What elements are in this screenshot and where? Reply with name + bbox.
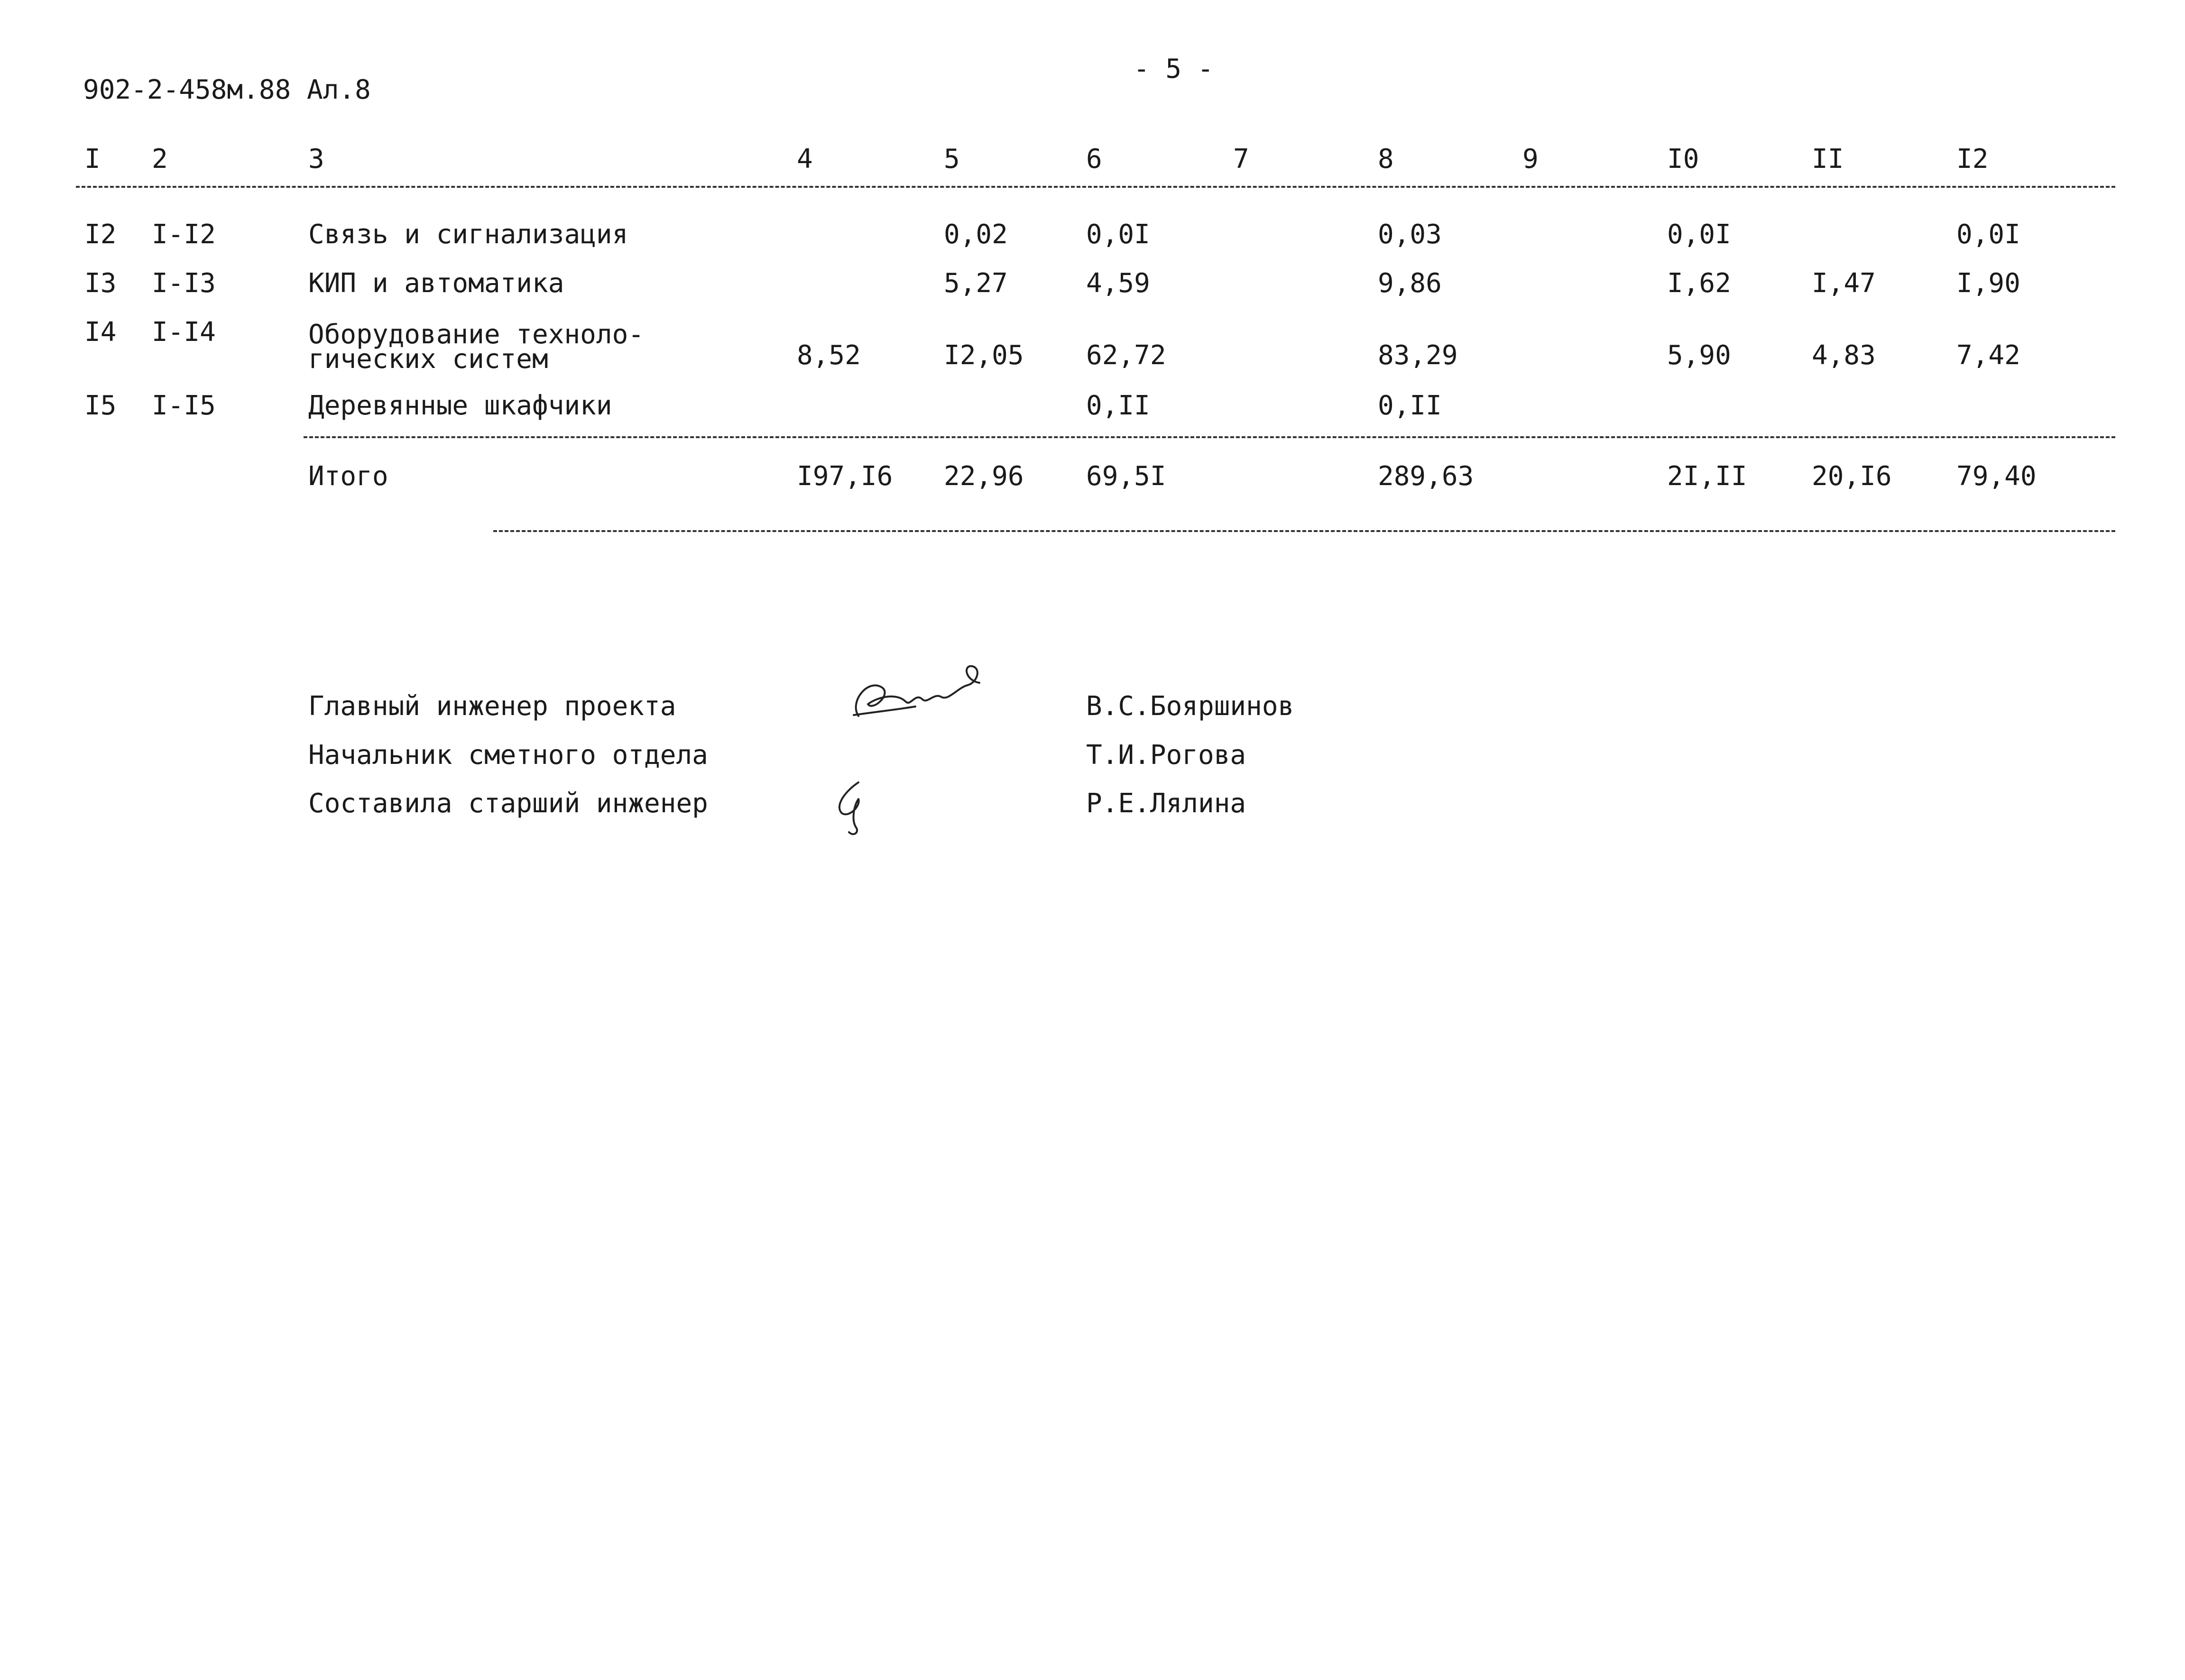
handwritten-initials <box>825 773 882 839</box>
row-description: Деревянные шкафчики <box>308 390 612 421</box>
signatory-title: Составила старший инженер <box>308 788 708 819</box>
cell-value: 83,29 <box>1378 340 1458 371</box>
cell-value: 0,03 <box>1378 219 1442 250</box>
signatory-name: В.С.Бояршинов <box>1086 691 1294 722</box>
column-header: 5 <box>944 144 960 174</box>
total-value: 79,40 <box>1956 461 2037 492</box>
row-code: I-I5 <box>152 390 216 421</box>
cell-value: 0,II <box>1086 390 1150 421</box>
cell-value: I,62 <box>1667 268 1731 299</box>
total-value: 20,I6 <box>1812 461 1892 492</box>
cell-value: 0,0I <box>1086 219 1150 250</box>
page-number: - 5 - <box>1134 54 1214 84</box>
table-bottom-rule <box>493 530 2115 532</box>
column-header: I0 <box>1667 144 1699 174</box>
cell-value: 4,59 <box>1086 268 1150 299</box>
row-code: I-I3 <box>152 268 216 299</box>
cell-value: 0,0I <box>1956 219 2020 250</box>
cell-value: 0,II <box>1378 390 1442 421</box>
signatory-title: Главный инженер проекта <box>308 691 676 722</box>
column-header: I <box>84 144 101 174</box>
column-header: II <box>1812 144 1844 174</box>
signatory-name: Т.И.Рогова <box>1086 740 1246 771</box>
row-description: КИП и автоматика <box>308 268 564 299</box>
cell-value: 7,42 <box>1956 340 2020 371</box>
row-code: I-I4 <box>152 317 216 348</box>
cell-value: 4,83 <box>1812 340 1876 371</box>
cell-value: 5,90 <box>1667 340 1731 371</box>
row-description: Связь и сигнализация <box>308 219 628 250</box>
column-header: 9 <box>1522 144 1539 174</box>
row-description: Оборудование техноло- гических систем <box>308 319 645 375</box>
column-header: 3 <box>308 144 324 174</box>
column-header: I2 <box>1956 144 1989 174</box>
cell-value: 0,0I <box>1667 219 1731 250</box>
cell-value: I,47 <box>1812 268 1876 299</box>
cell-value: 9,86 <box>1378 268 1442 299</box>
handwritten-signature <box>839 659 996 730</box>
total-divider <box>304 436 2115 438</box>
column-header: 7 <box>1233 144 1249 174</box>
row-code: I-I2 <box>152 219 216 250</box>
row-number: I2 <box>84 219 117 250</box>
signatory-name: Р.Е.Лялина <box>1086 788 1246 819</box>
document-code: 902-2-458м.88 Ал.8 <box>83 74 371 105</box>
signatory-title: Начальник сметного отдела <box>308 740 708 771</box>
cell-value: 8,52 <box>797 340 861 371</box>
column-header: 8 <box>1378 144 1394 174</box>
cell-value: 5,27 <box>944 268 1008 299</box>
cell-value: 0,02 <box>944 219 1008 250</box>
row-number: I3 <box>84 268 117 299</box>
column-header: 4 <box>797 144 813 174</box>
total-value: I97,I6 <box>797 461 893 492</box>
total-value: 2I,II <box>1667 461 1747 492</box>
cell-value: I,90 <box>1956 268 2020 299</box>
cell-value: 62,72 <box>1086 340 1166 371</box>
row-number: I4 <box>84 317 117 348</box>
column-header: 6 <box>1086 144 1102 174</box>
header-divider <box>76 186 2115 188</box>
row-number: I5 <box>84 390 117 421</box>
cell-value: I2,05 <box>944 340 1024 371</box>
total-value: 289,63 <box>1378 461 1474 492</box>
column-header: 2 <box>152 144 168 174</box>
total-value: 69,5I <box>1086 461 1166 492</box>
total-label: Итого <box>308 461 388 492</box>
total-value: 22,96 <box>944 461 1024 492</box>
